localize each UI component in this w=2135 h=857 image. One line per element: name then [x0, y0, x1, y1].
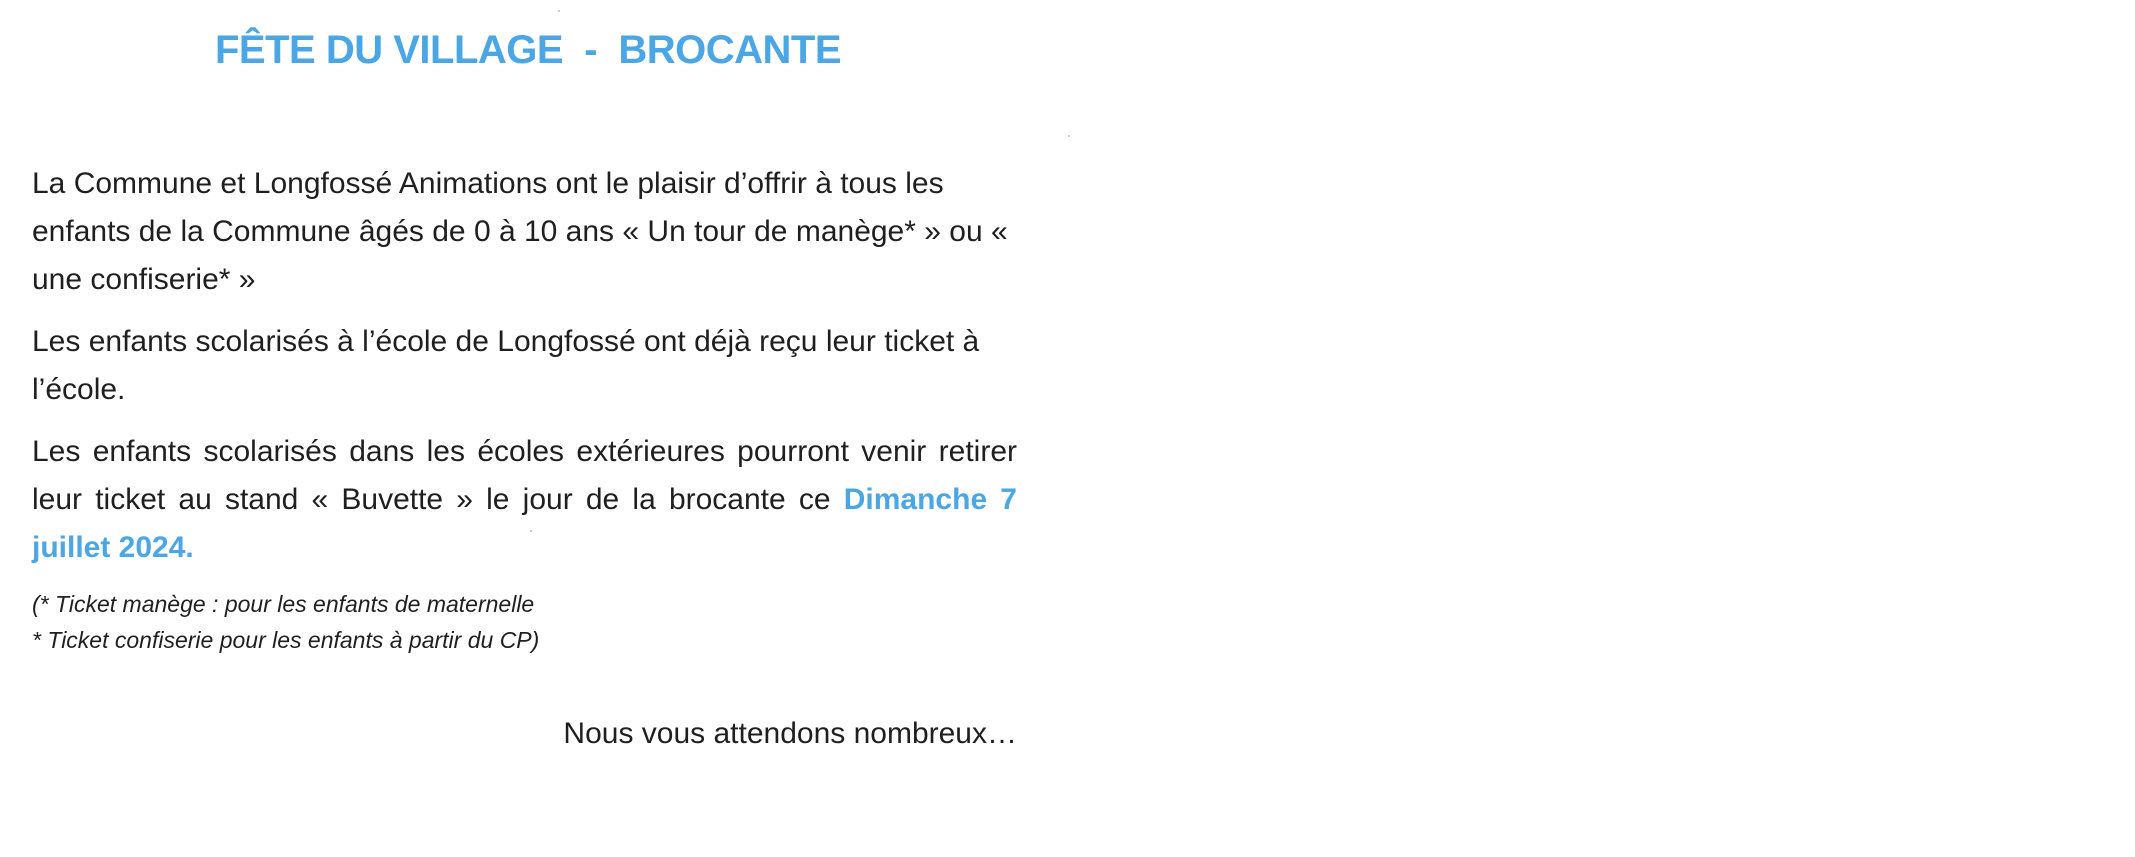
scan-speck: [1068, 135, 1070, 137]
ticket-notes: [32, 586, 539, 658]
scan-speck: [530, 530, 532, 532]
closing-line: Nous vous attendons nombreux…: [563, 717, 1017, 750]
event-date: Dimanche 7 juillet 2024.: [32, 483, 1017, 564]
document-title: FÊTE DU VILLAGE - BROCANTE: [215, 28, 841, 72]
paragraph-offer: La Commune et Longfossé Animations ont le plaisir d’offrir à tous les enfants de la Commune âgés de 0 à 10 ans « Un tour de manège* » ou « une confiserie* »: [32, 167, 1008, 296]
note-carousel-ticket: (* Ticket manège : pour les enfants de maternelle: [32, 591, 535, 617]
note-candy-ticket: * Ticket confiserie pour les enfants à partir du CP): [32, 627, 540, 653]
flyer-document: [32, 0, 1017, 857]
paragraph-external-pupils-text: Les enfants scolarisés dans les écoles extérieures pourront venir retirer leur ticket au stand « Buvette » le jour de la brocante ce: [32, 435, 1017, 516]
paragraph-external-pupils: [32, 428, 1017, 572]
scan-speck: [558, 10, 560, 12]
paragraph-school-pupils: Les enfants scolarisés à l’école de Longfossé ont déjà reçu leur ticket à l’école.: [32, 325, 980, 406]
